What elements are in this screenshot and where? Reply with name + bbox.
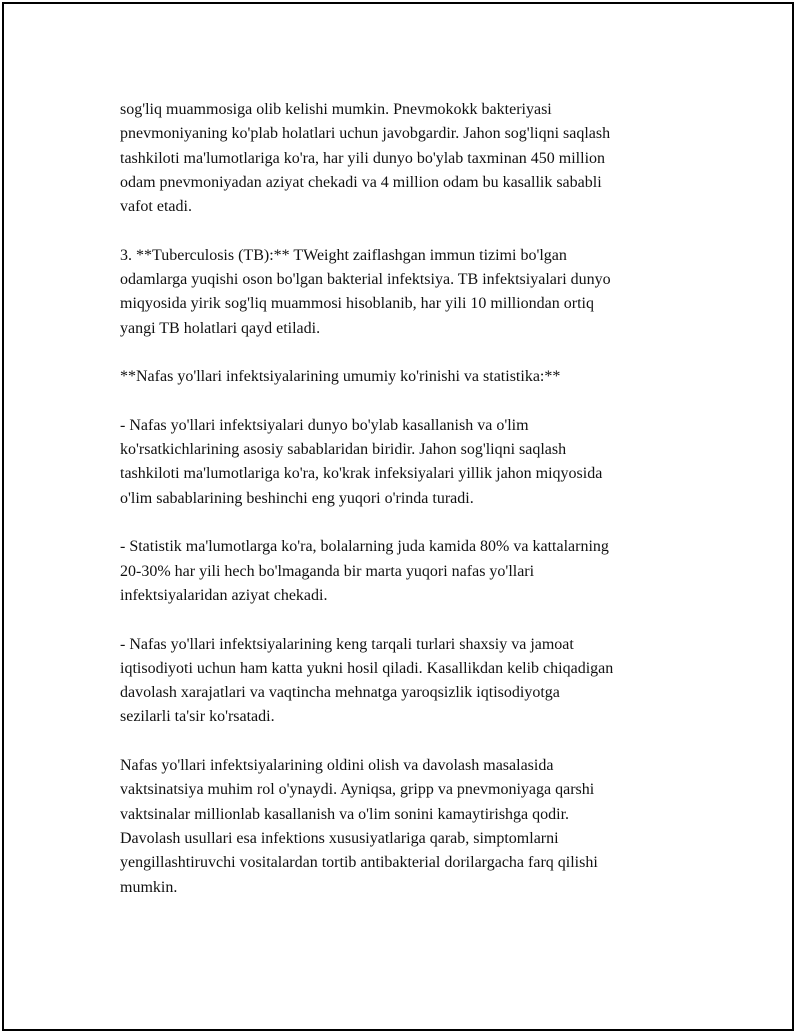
bullet-paragraph-statistics bbox=[120, 535, 700, 608]
paragraph-spacer bbox=[120, 341, 700, 365]
text-line: miqyosida yirik sog'liq muammosi hisoblanib, har yili 10 milliondan ortiq bbox=[120, 295, 594, 313]
text-line: vaktsinatsiya muhim rol o'ynaydi. Ayniqsa, gripp va pnevmoniyaga qarshi bbox=[120, 781, 595, 799]
text-line: - Nafas yo'llari infektsiyalarining keng tarqali turlari shaxsiy va jamoat bbox=[120, 635, 574, 653]
bullet-paragraph-economy bbox=[120, 633, 700, 730]
text-line: ko'rsatkichlarining asosiy sabablaridan biridir. Jahon sog'liqni saqlash bbox=[120, 441, 567, 459]
text-line: o'lim sabablarining beshinchi eng yuqori o'rinda turadi. bbox=[120, 489, 474, 507]
text-line: mumkin. bbox=[120, 878, 178, 896]
paragraph-prevention bbox=[120, 754, 700, 900]
paragraph-pneumonia-continuation bbox=[120, 98, 700, 219]
text-line: Nafas yo'llari infektsiyalarining oldini olish va davolash masalasida bbox=[120, 757, 554, 775]
text-line: vaktsinalar millionlab kasallanish va o'lim sonini kamaytirishga qodir. bbox=[120, 805, 570, 823]
paragraph-spacer bbox=[120, 608, 700, 632]
text-line: sezilarli ta'sir ko'rsatadi. bbox=[120, 708, 275, 726]
text-line: odam pnevmoniyadan aziyat chekadi va 4 million odam bu kasallik sababli bbox=[120, 173, 602, 191]
text-line: **Nafas yo'llari infektsiyalarining umumiy ko'rinishi va statistika:** bbox=[120, 368, 561, 386]
text-line: tashkiloti ma'lumotlariga ko'ra, har yili dunyo bo'ylab taxminan 450 million bbox=[120, 149, 606, 167]
text-line: yengillashtiruvchi vositalardan tortib antibakterial dorilargacha farq qilishi bbox=[120, 854, 598, 872]
text-line: tashkiloti ma'lumotlariga ko'ra, ko'krak infeksiyalari yillik jahon miqyosida bbox=[120, 465, 603, 483]
text-line: vafot etadi. bbox=[120, 198, 192, 216]
text-line: infektsiyalaridan aziyat chekadi. bbox=[120, 586, 328, 604]
text-line: odamlarga yuqishi oson bo'lgan bakterial infektsiya. TB infektsiyalari dunyo bbox=[120, 271, 611, 289]
text-line: iqtisodiyoti uchun ham katta yukni hosil qiladi. Kasallikdan kelib chiqadigan bbox=[120, 659, 614, 677]
bullet-paragraph-mortality bbox=[120, 414, 700, 511]
paragraph-tuberculosis bbox=[120, 244, 700, 341]
text-line: Davolash usullari esa infektions xususiyatlariga qarab, simptomlarni bbox=[120, 829, 559, 847]
text-line: - Nafas yo'llari infektsiyalari dunyo bo'ylab kasallanish va o'lim bbox=[120, 416, 529, 434]
paragraph-spacer bbox=[120, 730, 700, 754]
document-body bbox=[120, 98, 700, 900]
section-heading-overview bbox=[120, 365, 700, 389]
text-line: 20-30% har yili hech bo'lmaganda bir marta yuqori nafas yo'llari bbox=[120, 562, 535, 580]
text-line: pnevmoniyaning ko'plab holatlari uchun javobgardir. Jahon sog'liqni saqlash bbox=[120, 125, 611, 143]
paragraph-spacer bbox=[120, 219, 700, 243]
page-frame bbox=[2, 2, 794, 1031]
text-line: 3. **Tuberculosis (TB):** TWeight zaiflashgan immun tizimi bo'lgan bbox=[120, 246, 567, 264]
paragraph-spacer bbox=[120, 511, 700, 535]
paragraph-spacer bbox=[120, 390, 700, 414]
text-line: yangi TB holatlari qayd etiladi. bbox=[120, 319, 321, 337]
text-line: - Statistik ma'lumotlarga ko'ra, bolalarning juda kamida 80% va kattalarning bbox=[120, 538, 609, 556]
text-line: sog'liq muammosiga olib kelishi mumkin. Pnevmokokk bakteriyasi bbox=[120, 101, 552, 118]
text-line: davolash xarajatlari va vaqtincha mehnatga yaroqsizlik iqtisodiyotga bbox=[120, 684, 560, 702]
